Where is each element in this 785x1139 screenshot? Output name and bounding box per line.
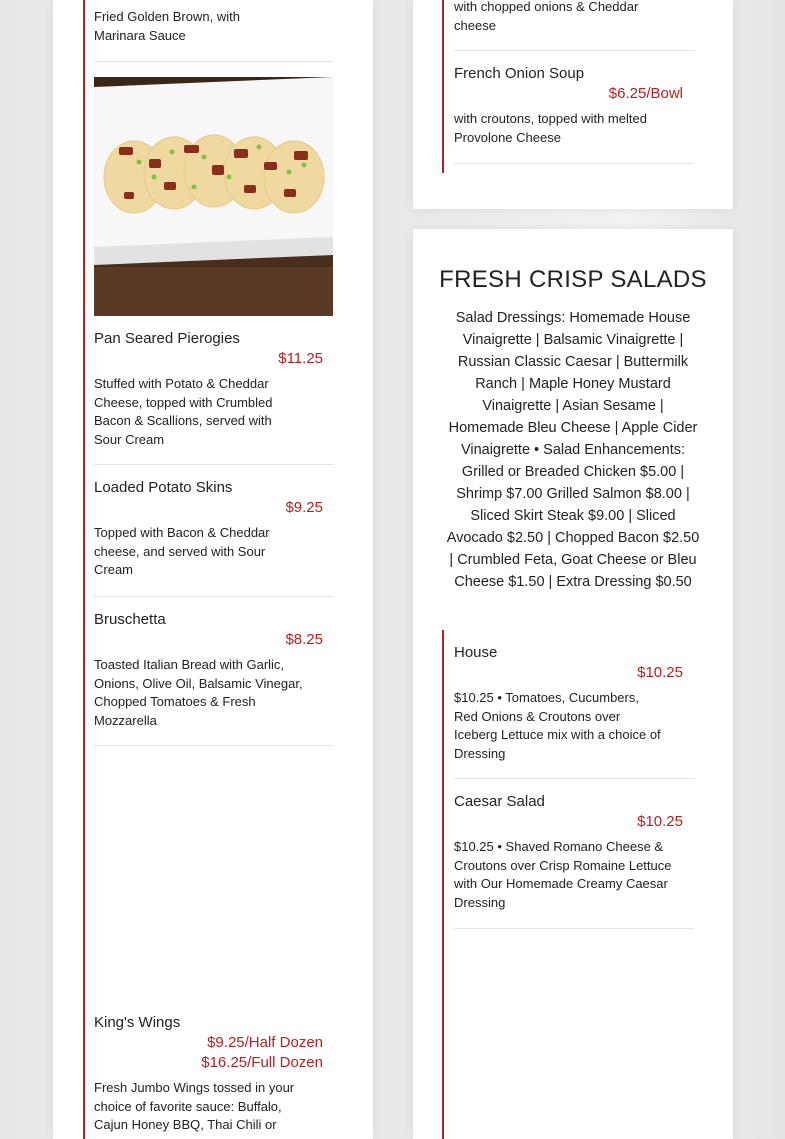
menu-item-caesar-salad bbox=[454, 792, 693, 912]
item-name: Caesar Salad bbox=[454, 793, 545, 810]
item-description: Fried Golden Brown, with Marinara Sauce bbox=[94, 9, 240, 43]
item-name: House bbox=[454, 644, 498, 661]
salads-card bbox=[413, 229, 733, 1139]
item-price: $10.25 bbox=[637, 813, 683, 830]
item-name: King's Wings bbox=[94, 1014, 181, 1031]
appetizers-card bbox=[53, 0, 373, 1139]
accent-line bbox=[83, 0, 85, 1139]
menu-item-potato-skins bbox=[94, 478, 333, 580]
item-description: with croutons, topped with melted Provolone Cheese bbox=[454, 111, 647, 145]
item-price: $6.25/Bowl bbox=[608, 85, 683, 102]
accent-line bbox=[442, 630, 444, 1139]
item-description: Topped with Bacon & Cheddar cheese, and served with Sour Cream bbox=[94, 525, 270, 577]
item-price: $9.25/Half Dozen bbox=[207, 1034, 323, 1051]
item-price-secondary: $16.25/Full Dozen bbox=[201, 1054, 323, 1071]
item-price: $9.25 bbox=[285, 499, 323, 516]
item-name: Pan Seared Pierogies bbox=[94, 330, 240, 347]
accent-line bbox=[442, 0, 444, 173]
section-notes: Salad Dressings: Homemade House Vinaigrette | Balsamic Vinaigrette | Russian Classic Caesar | Buttermilk Ranch | Maple Honey Mustard Vinaigrette | Asian Sesame | Homemade Bleu Cheese | Apple Cider Vinaigrette • Salad Enhancements: Grilled or Breaded Chicken $5.00 | Shrimp $7.00 Grilled Salmon $8.00 | Sliced Skirt Steak $9.00 | Sliced Avocado $2.50 | Chopped Bacon $2.50 | Crumbled Feta, Goat Cheese or Bleu Cheese $1.50 | Extra Dressing $0.50 bbox=[446, 310, 700, 590]
item-description: with chopped onions & Cheddar cheese bbox=[454, 0, 639, 33]
item-name: French Onion Soup bbox=[454, 65, 585, 82]
item-price: $10.25 bbox=[637, 664, 683, 681]
item-name: Bruschetta bbox=[94, 611, 166, 628]
menu-item-french-onion-soup bbox=[454, 64, 693, 147]
item-description: Toasted Italian Bread with Garlic, Onions, Olive Oil, Balsamic Vinegar, Chopped Tomatoes & Fresh Mozzarella bbox=[94, 657, 303, 728]
menu-item-kings-wings bbox=[94, 1013, 333, 1135]
item-description: Stuffed with Potato & Cheddar Cheese, topped with Crumbled Bacon & Scallions, served with Sour Cream bbox=[94, 376, 273, 447]
divider bbox=[94, 464, 333, 465]
divider bbox=[454, 928, 694, 929]
list-item bbox=[454, 0, 674, 35]
divider bbox=[454, 50, 695, 51]
soups-card bbox=[413, 0, 733, 209]
item-description: Fresh Jumbo Wings tossed in your choice of favorite sauce: Buffalo, Cajun Honey BBQ, Thai Chili or bbox=[94, 1080, 295, 1132]
divider bbox=[94, 596, 333, 597]
section-title: FRESH CRISP SALADS bbox=[439, 266, 707, 293]
divider bbox=[94, 61, 333, 62]
menu-item-bruschetta bbox=[94, 610, 333, 730]
item-name: Loaded Potato Skins bbox=[94, 479, 233, 496]
list-item bbox=[94, 8, 274, 45]
pierogies-photo bbox=[94, 77, 333, 316]
item-price: $11.25 bbox=[278, 350, 323, 367]
item-description: $10.25 • Tomatoes, Cucumbers, Red Onions & Croutons over Iceberg Lettuce mix with a choice of Dressing bbox=[454, 690, 661, 761]
item-price: $8.25 bbox=[285, 631, 323, 648]
divider bbox=[94, 745, 333, 746]
menu-item-pierogies bbox=[94, 329, 333, 449]
divider bbox=[454, 163, 693, 164]
divider bbox=[454, 778, 695, 779]
item-description: $10.25 • Shaved Romano Cheese & Croutons over Crisp Romaine Lettuce with Our Homemade Creamy Caesar Dressing bbox=[454, 839, 672, 910]
menu-item-house-salad bbox=[454, 643, 693, 763]
